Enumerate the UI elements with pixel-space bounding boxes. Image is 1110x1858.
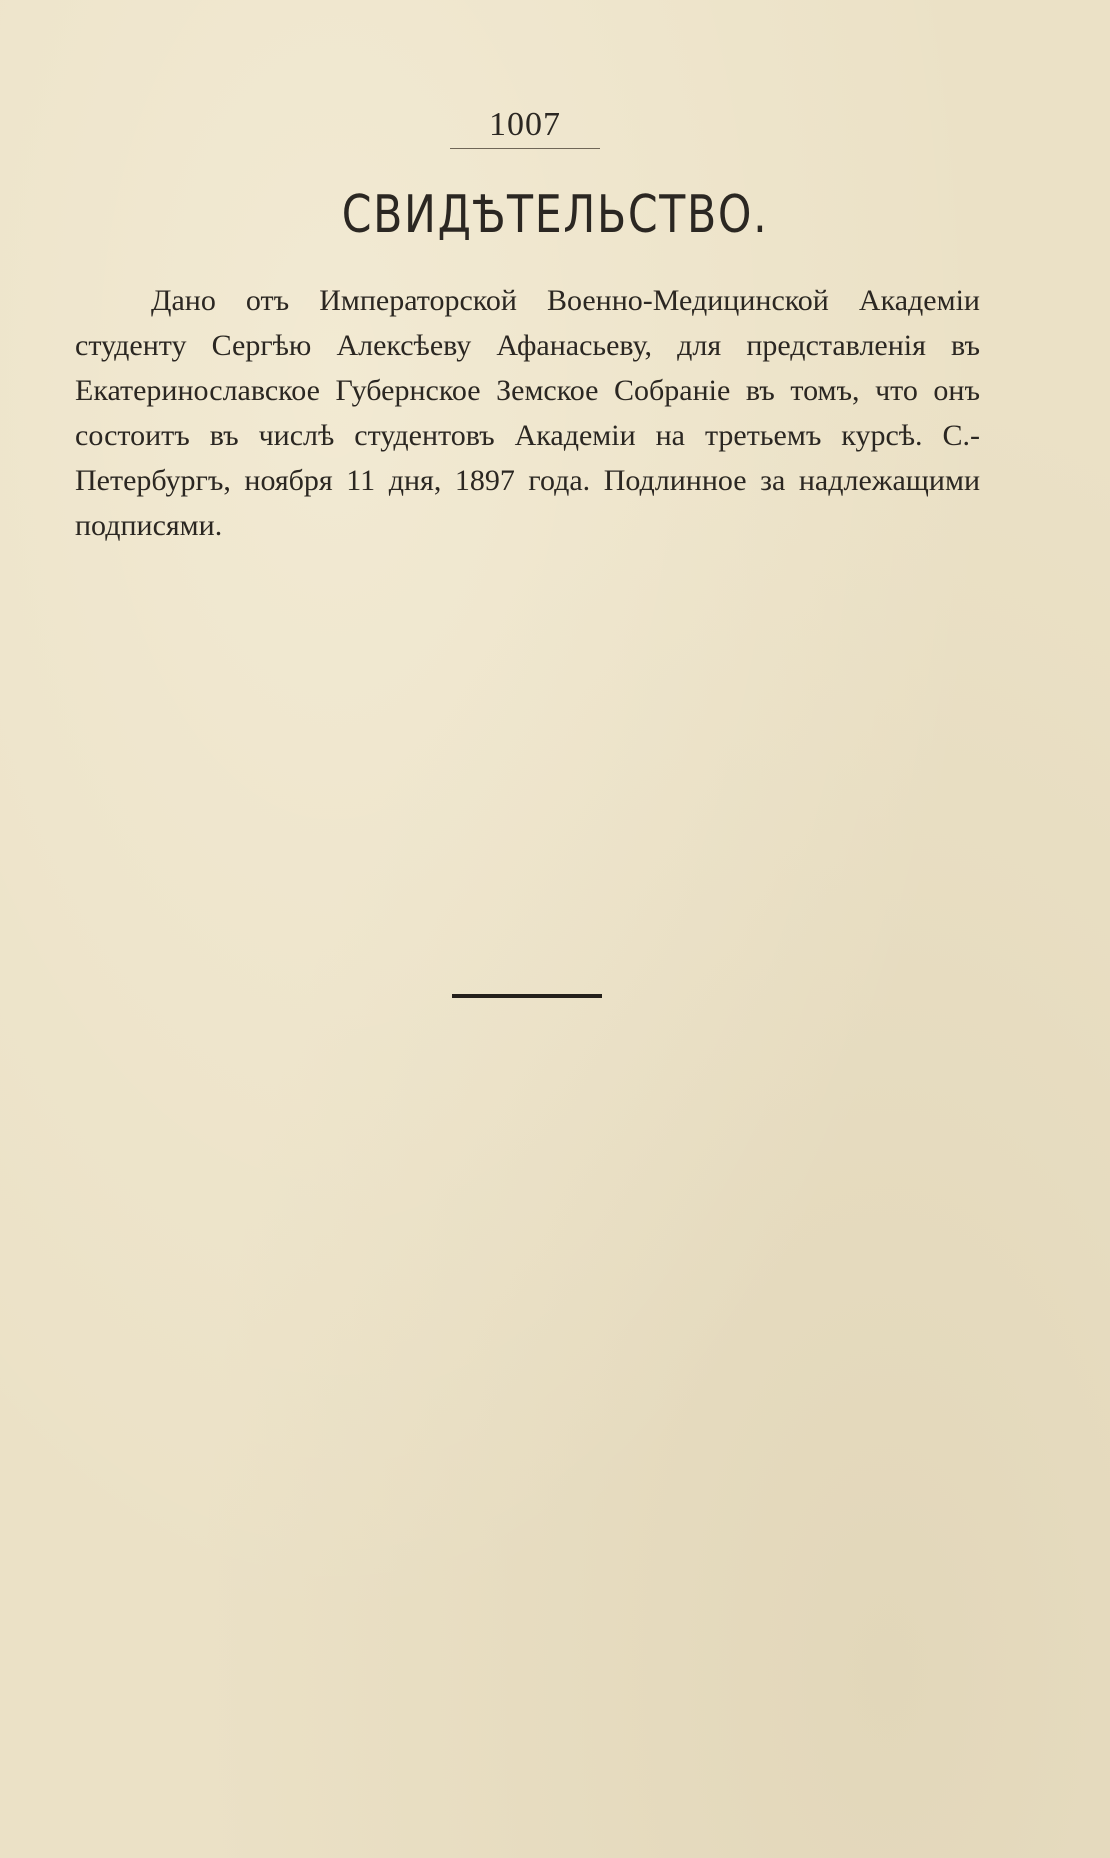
document-body bbox=[75, 278, 980, 548]
closing-rule bbox=[452, 994, 602, 998]
certificate-paragraph: Дано отъ Императорской Военно-Медицинской Академіи студенту Сергѣю Алексѣеву Афанасьеву, для представленія въ Екатеринославское Губернское Земское Собраніе въ томъ, что онъ состоитъ въ числѣ студентовъ Академіи на третьемъ курсѣ. С.-Петербургъ, ноября 11 дня, 1897 года. Подлинное за надлежащими подписями. bbox=[75, 284, 980, 542]
page-number-underline bbox=[450, 148, 600, 149]
page-number: 1007 bbox=[489, 106, 561, 143]
document-title: СВИДѢТЕЛЬСТВО. bbox=[341, 185, 769, 245]
